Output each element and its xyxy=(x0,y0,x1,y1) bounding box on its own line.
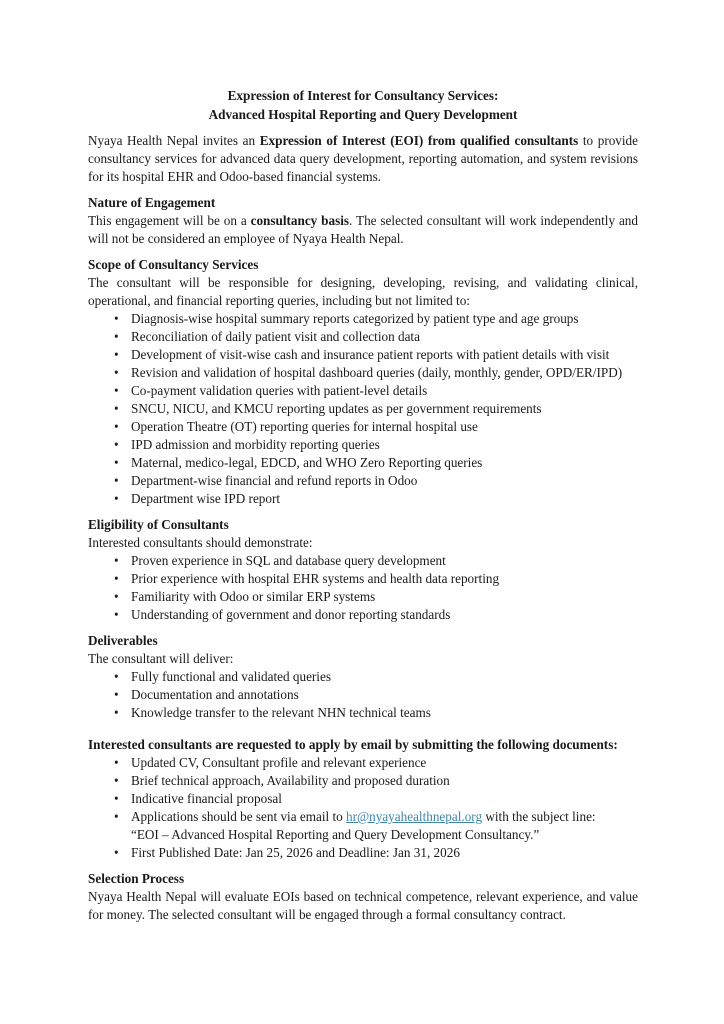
nature-bold-text: consultancy basis xyxy=(250,213,350,228)
deliverables-list xyxy=(88,668,638,722)
list-item: • Department-wise financial and refund reports in Odoo xyxy=(88,472,638,490)
section-nature-of-engagement xyxy=(88,194,638,248)
list-item: • Prior experience with hospital EHR systems and health data reporting xyxy=(88,570,638,588)
list-item: • Brief technical approach, Availability and proposed duration xyxy=(88,772,638,790)
section-paragraph: Interested consultants should demonstrate: xyxy=(88,535,313,550)
section-scope xyxy=(88,256,638,508)
intro-bold-text: Expression of Interest (EOI) from qualified consultants xyxy=(259,133,579,148)
eligibility-list xyxy=(88,552,638,624)
section-paragraph: The consultant will be responsible for designing, developing, revising, and validating clinical, operational, and financial reporting queries, including but not limited to: xyxy=(88,275,638,308)
list-item: • Understanding of government and donor reporting standards xyxy=(88,606,638,624)
list-item: • Operation Theatre (OT) reporting queries for internal hospital use xyxy=(88,418,638,436)
email-instruction-text-end: with the subject line: xyxy=(482,809,596,824)
list-item: • Familiarity with Odoo or similar ERP systems xyxy=(88,588,638,606)
list-item: • Documentation and annotations xyxy=(88,686,638,704)
section-paragraph xyxy=(88,212,638,248)
list-item: • Fully functional and validated queries xyxy=(88,668,638,686)
list-item: • SNCU, NICU, and KMCU reporting updates as per government requirements xyxy=(88,400,638,418)
list-item: • IPD admission and morbidity reporting queries xyxy=(88,436,638,454)
section-paragraph: Nyaya Health Nepal will evaluate EOIs based on technical competence, relevant experience, and value for money. The selected consultant will be engaged through a formal consultancy contract. xyxy=(88,889,638,922)
section-heading: Eligibility of Consultants xyxy=(88,517,229,532)
section-heading: Nature of Engagement xyxy=(88,195,216,210)
nature-text-end: . The selected consultant will work independently and will not be considered an employee of Nyaya Health Nepal. xyxy=(88,213,638,246)
intro-text-end: to provide consultancy services for advanced data query development, reporting automation, and system revisions for its hospital EHR and Odoo-based financial systems. xyxy=(88,133,639,184)
document-page xyxy=(88,86,638,924)
list-item-dates: • First Published Date: Jan 25, 2026 and Deadline: Jan 31, 2026 xyxy=(88,844,638,862)
list-item: • Diagnosis-wise hospital summary reports categorized by patient type and age groups xyxy=(88,310,638,328)
section-selection-process xyxy=(88,870,638,924)
list-item: • Proven experience in SQL and database query development xyxy=(88,552,638,570)
section-eligibility xyxy=(88,516,638,624)
document-title-line-1: Expression of Interest for Consultancy Services: xyxy=(227,88,499,103)
list-item: • Department wise IPD report xyxy=(88,490,638,508)
email-link[interactable]: hr@nyayahealthnepal.org xyxy=(346,809,483,824)
section-deliverables xyxy=(88,632,638,722)
document-title-line-2: Advanced Hospital Reporting and Query Development xyxy=(208,107,518,122)
email-instruction-text: Applications should be sent via email to xyxy=(131,809,346,824)
section-heading: Deliverables xyxy=(88,633,158,648)
list-item: • Revision and validation of hospital dashboard queries (daily, monthly, gender, OPD/ER/IPD) xyxy=(88,364,638,382)
list-item: • Reconciliation of daily patient visit and collection data xyxy=(88,328,638,346)
list-item: • Updated CV, Consultant profile and relevant experience xyxy=(88,754,638,772)
intro-paragraph xyxy=(88,132,638,186)
list-item: • Knowledge transfer to the relevant NHN technical teams xyxy=(88,704,638,722)
nature-text: This engagement will be on a xyxy=(88,213,251,228)
section-heading: Selection Process xyxy=(88,871,185,886)
list-item: • Co-payment validation queries with patient-level details xyxy=(88,382,638,400)
intro-text: Nyaya Health Nepal invites an xyxy=(88,133,260,148)
list-item-email xyxy=(88,808,638,844)
list-item: • Indicative financial proposal xyxy=(88,790,638,808)
section-heading: Scope of Consultancy Services xyxy=(88,257,259,272)
list-item: • Maternal, medico-legal, EDCD, and WHO Zero Reporting queries xyxy=(88,454,638,472)
apply-list xyxy=(88,754,638,862)
scope-list xyxy=(88,310,638,508)
list-item: • Development of visit-wise cash and insurance patient reports with patient details with visit xyxy=(88,346,638,364)
email-subject-line: “EOI – Advanced Hospital Reporting and Query Development Consultancy.” xyxy=(131,827,540,842)
section-apply xyxy=(88,736,638,862)
section-paragraph: The consultant will deliver: xyxy=(88,651,234,666)
section-heading: Interested consultants are requested to apply by email by submitting the following documents: xyxy=(88,737,618,752)
